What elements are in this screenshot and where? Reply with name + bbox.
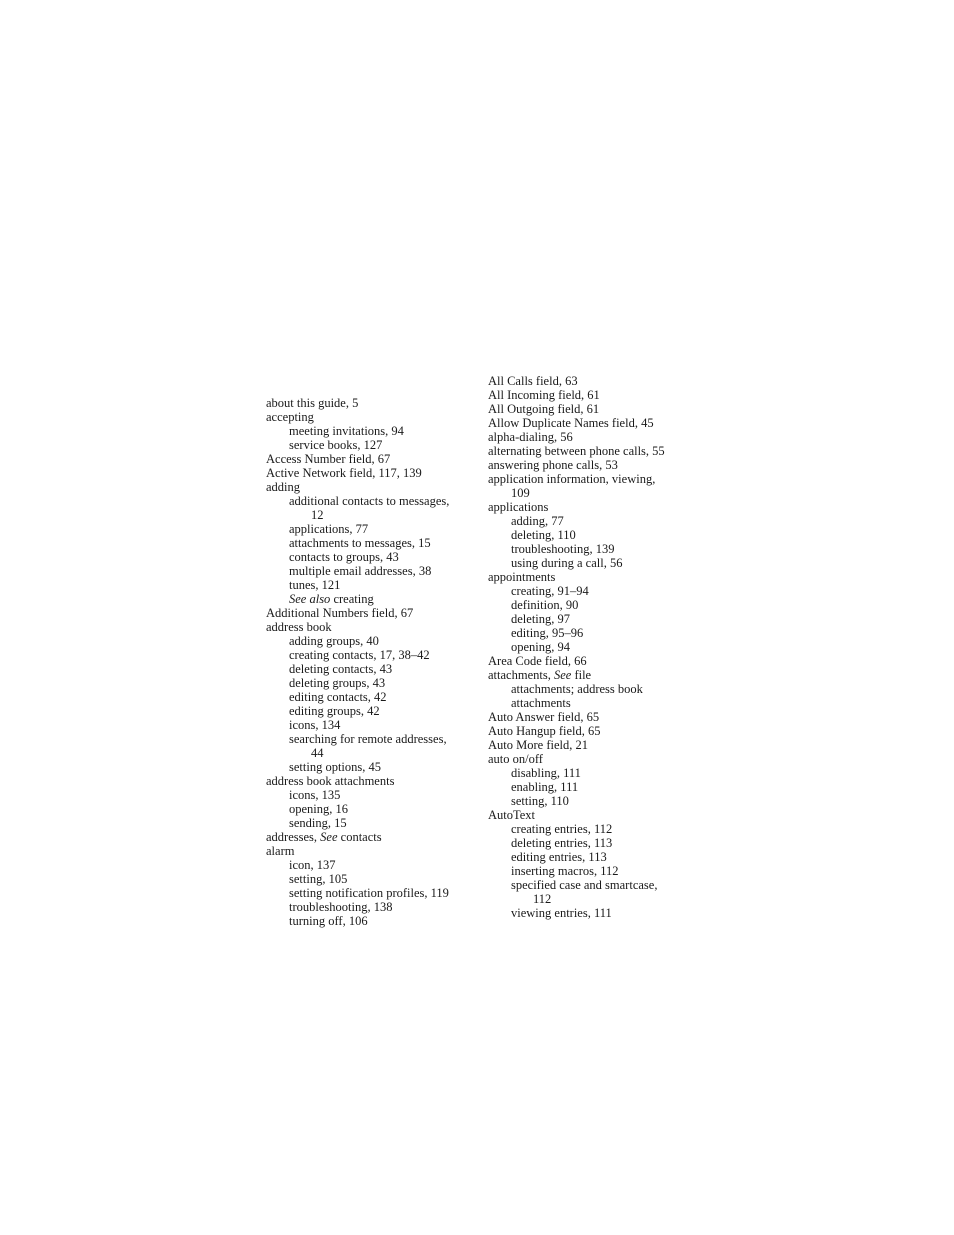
index-entry-text: using during a call, 56 — [511, 556, 623, 570]
index-entry-text: applications, 77 — [289, 522, 369, 536]
index-subentry — [266, 662, 472, 676]
index-entry-text: Access Number field, 67 — [266, 452, 391, 466]
index-entry — [488, 738, 688, 752]
index-entry-text: setting options, 45 — [289, 760, 382, 774]
index-entry-text: icons, 135 — [289, 788, 341, 802]
index-subentry — [488, 850, 688, 864]
index-subentry — [266, 648, 472, 662]
index-entry-text: adding groups, 40 — [289, 634, 379, 648]
index-subentry — [266, 718, 472, 732]
index-entry-text: Auto Hangup field, 65 — [488, 724, 601, 738]
index-entry — [488, 374, 688, 388]
index-subentry — [488, 598, 688, 612]
index-entry-text: alternating between phone calls, 55 — [488, 444, 665, 458]
index-entry-text: attachments — [511, 696, 571, 710]
index-entry-text: editing, 95–96 — [511, 626, 584, 640]
index-entry — [488, 654, 688, 668]
index-subentry — [488, 542, 688, 556]
index-cross-reference: See — [553, 668, 572, 682]
index-entry-text: opening, 16 — [289, 802, 349, 816]
index-entry-text: enabling, 111 — [511, 780, 579, 794]
index-entry-text: setting, 105 — [289, 872, 348, 886]
index-entry-text: specified case and smartcase, — [511, 878, 658, 892]
index-entry — [266, 844, 472, 858]
index-subentry — [266, 732, 472, 746]
index-subentry — [266, 788, 472, 802]
index-cross-reference: See — [320, 830, 338, 844]
index-entry-text: Active Network field, 117, 139 — [266, 466, 422, 480]
index-entry-text: adding, 77 — [511, 514, 564, 528]
index-entry — [488, 458, 688, 472]
index-entry — [488, 472, 688, 486]
index-cross-reference: See also — [289, 592, 331, 606]
index-entry-text: definition, 90 — [511, 598, 579, 612]
index-subentry — [266, 508, 472, 522]
index-subentry — [266, 872, 472, 886]
index-subentry — [266, 746, 472, 760]
index-entry-text: answering phone calls, 53 — [488, 458, 618, 472]
index-subentry — [266, 522, 472, 536]
index-entry — [266, 830, 472, 844]
index-entry — [266, 606, 472, 620]
index-entry-text: contacts — [337, 830, 382, 844]
index-subentry — [488, 612, 688, 626]
index-subentry — [266, 578, 472, 592]
index-entry-text: Auto Answer field, 65 — [488, 710, 600, 724]
index-entry-text: 112 — [533, 892, 552, 906]
index-entry-text: 12 — [311, 508, 324, 522]
index-entry-text: creating — [330, 592, 374, 606]
index-entry-text: opening, 94 — [511, 640, 571, 654]
index-subentry — [488, 766, 688, 780]
index-entry-text: disabling, 111 — [511, 766, 581, 780]
index-entry-text: All Calls field, 63 — [488, 374, 578, 388]
index-entry — [266, 480, 472, 494]
index-subentry — [266, 564, 472, 578]
index-subentry — [266, 438, 472, 452]
index-subentry — [488, 836, 688, 850]
index-subentry — [266, 592, 472, 606]
index-subentry — [488, 696, 688, 710]
index-entry-text: address book attachments — [266, 774, 395, 788]
index-subentry — [488, 682, 688, 696]
index-entry-text: sending, 15 — [289, 816, 347, 830]
index-subentry — [266, 494, 472, 508]
index-entry-text: deleting entries, 113 — [511, 836, 613, 850]
index-subentry — [488, 794, 688, 808]
index-subentry — [266, 802, 472, 816]
index-entry-text: troubleshooting, 139 — [511, 542, 615, 556]
index-entry — [266, 452, 472, 466]
index-entry-text: about this guide, 5 — [266, 396, 359, 410]
index-subentry — [266, 914, 472, 928]
index-subentry — [266, 634, 472, 648]
index-entry-text: creating, 91–94 — [511, 584, 589, 598]
index-entry-text: creating contacts, 17, 38–42 — [289, 648, 430, 662]
index-entry-text: deleting groups, 43 — [289, 676, 386, 690]
index-entry-text: icons, 134 — [289, 718, 341, 732]
index-subentry — [266, 550, 472, 564]
index-entry-text: deleting contacts, 43 — [289, 662, 393, 676]
index-entry-text: auto on/off — [488, 752, 543, 766]
index-subentry — [488, 640, 688, 654]
index-entry-text: accepting — [266, 410, 314, 424]
index-entry — [488, 500, 688, 514]
index-entry-text: multiple email addresses, 38 — [289, 564, 432, 578]
index-entry-text: application information, viewing, — [488, 472, 656, 486]
index-entry-text: contacts to groups, 43 — [289, 550, 399, 564]
index-entry-text: editing groups, 42 — [289, 704, 380, 718]
index-entry-text: setting, 110 — [511, 794, 569, 808]
index-entry — [488, 710, 688, 724]
index-subentry — [488, 906, 688, 920]
index-subentry — [266, 536, 472, 550]
index-entry-text: alpha-dialing, 56 — [488, 430, 573, 444]
index-subentry — [488, 878, 688, 892]
index-subentry — [488, 822, 688, 836]
index-subentry — [488, 780, 688, 794]
index-subentry — [488, 486, 688, 500]
index-entry-text: additional contacts to messages, — [289, 494, 450, 508]
index-subentry — [266, 886, 472, 900]
index-entry-text: 109 — [511, 486, 530, 500]
index-entry-text: attachments; address book — [511, 682, 643, 696]
index-entry-text: Additional Numbers field, 67 — [266, 606, 414, 620]
index-entry-text: applications — [488, 500, 549, 514]
index-entry-text: address book — [266, 620, 332, 634]
index-subentry — [488, 528, 688, 542]
index-entry-text: 44 — [311, 746, 324, 760]
index-entry-text: service books, 127 — [289, 438, 383, 452]
index-entry-text: searching for remote addresses, — [289, 732, 447, 746]
index-column-left — [266, 396, 472, 928]
index-entry — [266, 774, 472, 788]
index-column-right — [488, 374, 688, 920]
index-entry-text: editing entries, 113 — [511, 850, 607, 864]
index-subentry — [488, 626, 688, 640]
index-entry-text: adding — [266, 480, 301, 494]
index-entry-prefix: attachments, — [488, 668, 554, 682]
index-entry-text: deleting, 97 — [511, 612, 571, 626]
index-entry-text: creating entries, 112 — [511, 822, 613, 836]
index-entry-text: Auto More field, 21 — [488, 738, 588, 752]
index-subentry — [266, 900, 472, 914]
index-entry — [488, 668, 688, 682]
index-entry-text: viewing entries, 111 — [511, 906, 612, 920]
index-entry-text: appointments — [488, 570, 556, 584]
index-entry — [488, 430, 688, 444]
index-entry-text: troubleshooting, 138 — [289, 900, 393, 914]
index-subentry — [488, 514, 688, 528]
index-entry-text: turning off, 106 — [289, 914, 368, 928]
index-entry-text: AutoText — [488, 808, 536, 822]
index-entry — [488, 444, 688, 458]
index-entry — [488, 402, 688, 416]
index-subentry — [488, 556, 688, 570]
index-entry — [488, 724, 688, 738]
index-entry-text: All Incoming field, 61 — [488, 388, 600, 402]
index-entry-text: All Outgoing field, 61 — [488, 402, 600, 416]
index-entry — [266, 396, 472, 410]
index-entry-text: meeting invitations, 94 — [289, 424, 404, 438]
index-subentry — [266, 424, 472, 438]
index-entry-text: file — [571, 668, 592, 682]
index-subentry — [266, 676, 472, 690]
index-entry — [488, 416, 688, 430]
index-subentry — [266, 816, 472, 830]
index-entry-text: deleting, 110 — [511, 528, 576, 542]
index-entry — [266, 620, 472, 634]
index-entry-text: editing contacts, 42 — [289, 690, 387, 704]
index-entry-text: inserting macros, 112 — [511, 864, 619, 878]
index-subentry — [266, 704, 472, 718]
index-entry-text: tunes, 121 — [289, 578, 341, 592]
index-entry — [488, 388, 688, 402]
index-entry-text: alarm — [266, 844, 295, 858]
index-entry — [488, 570, 688, 584]
index-entry — [488, 808, 688, 822]
index-entry — [266, 466, 472, 480]
index-subentry — [266, 690, 472, 704]
index-entry-text: setting notification profiles, 119 — [289, 886, 449, 900]
index-subentry — [488, 584, 688, 598]
index-subentry — [488, 892, 688, 906]
index-entry-text: icon, 137 — [289, 858, 336, 872]
index-subentry — [266, 858, 472, 872]
index-subentry — [266, 760, 472, 774]
index-entry — [488, 752, 688, 766]
index-entry-text: Allow Duplicate Names field, 45 — [488, 416, 654, 430]
index-entry-text: Area Code field, 66 — [488, 654, 587, 668]
index-entry — [266, 410, 472, 424]
index-entry-text: attachments to messages, 15 — [289, 536, 431, 550]
index-subentry — [488, 864, 688, 878]
index-entry-prefix: addresses, — [266, 830, 321, 844]
